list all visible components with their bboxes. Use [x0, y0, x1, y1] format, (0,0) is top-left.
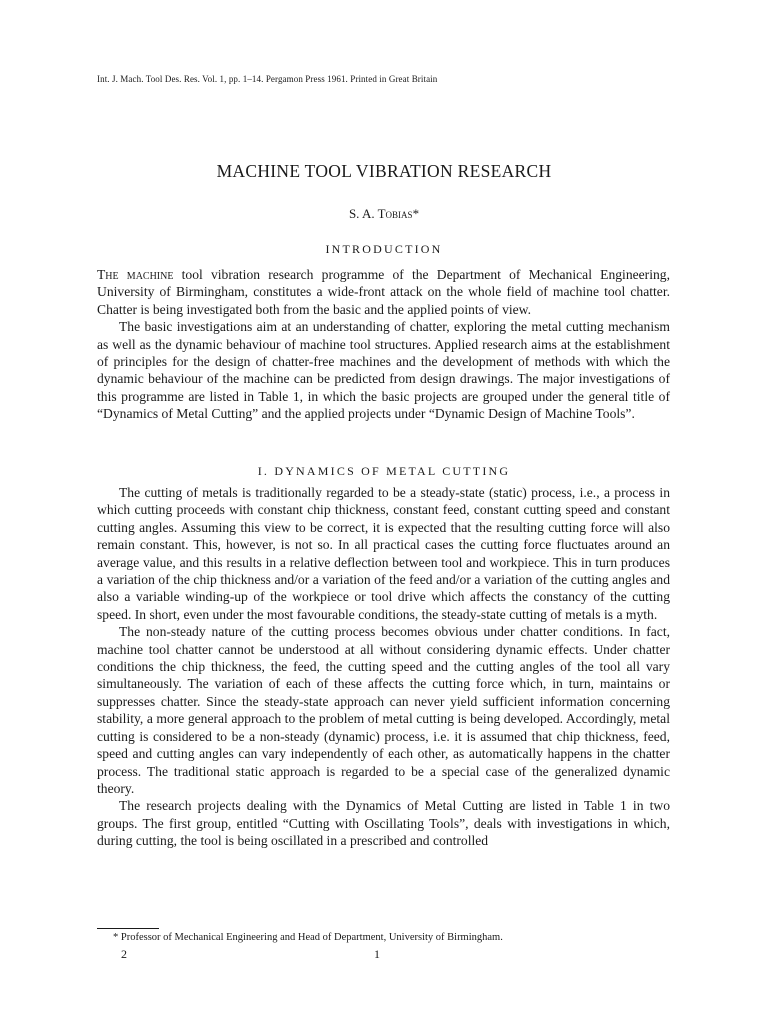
introduction-paragraph-2: The basic investigations aim at an understanding of chatter, exploring the metal cutting mechanism as well as the dynamic behaviour of machine tool structures. Applied research aims at the establishment of principles for the design of chatter-free machines and the development of methods with which the dynamic behaviour of the machine can be predicted from design drawings. The major investigations of this programme are listed in Table 1, in which the basic projects are grouped under the general title of “Dynamics of Metal Cutting” and the applied projects under “Dynamic Design of Machine Tools”. — [97, 319, 670, 422]
journal-citation-header: Int. J. Mach. Tool Des. Res. Vol. 1, pp. 1–14. Pergamon Press 1961. Printed in Great Britain — [97, 74, 438, 84]
article-title: MACHINE TOOL VIBRATION RESEARCH — [216, 161, 552, 181]
section-1-body — [97, 484, 670, 850]
author-footnote: * Professor of Mechanical Engineering and Head of Department, University of Birmingham. — [113, 932, 503, 943]
introduction-paragraph-1 — [97, 266, 670, 318]
author-name: S. A. Tobias — [348, 206, 413, 221]
section-1-paragraph-1: The cutting of metals is traditionally regarded to be a steady-state (static) process, i.e., a process in which cutting proceeds with constant chip thickness, constant feed, constant cutting speed and constant cutting angles. Assuming this view to be correct, it is expected that the resulting cutting force will also remain constant. This, however, is not so. In all practical cases the cutting force fluctuates around an average value, and this results in a relative deflection between tool and workpiece. This in turn produces a variation of the chip thickness and/or a variation of the feed and/or a variation of the cutting angles and also a variable winding-up of the workpiece or tool drive which affects the constancy of the cutting speed. In short, even under the most favourable conditions, the steady-state cutting of metals is a myth. — [97, 485, 670, 622]
section-1-paragraph-3: The research projects dealing with the Dynamics of Metal Cutting are listed in Table 1 in two groups. The first group, entitled “Cutting with Oscillating Tools”, deals with investigations in which, during cutting, the tool is being oscillated in a prescribed and controlled — [97, 798, 670, 849]
introduction-paragraph-1-text: tool vibration research programme of the Department of Mechanical Engineering, University of Birmingham, constitutes a wide-front attack on the whole field of machine tool chatter. Chatter is being investigated both from the basic and the applied points of view. — [97, 267, 670, 317]
author-footnote-mark: * — [412, 206, 420, 221]
introduction-lead-words: The machine — [97, 267, 174, 282]
introduction-heading: INTRODUCTION — [325, 242, 443, 256]
section-1-heading: I. DYNAMICS OF METAL CUTTING — [257, 464, 511, 478]
footnote-divider — [97, 928, 159, 929]
page-number: 1 — [374, 947, 380, 961]
section-1-paragraph-2: The non-steady nature of the cutting process becomes obvious under chatter conditions. In fact, machine tool chatter cannot be understood at all without considering dynamic effects. Under chatter conditions the chip thickness, the feed, the cutting speed and the cutting angles of the tool all vary simultaneously. The variation of each of these affects the cutting force which, in turn, maintains or suppresses chatter. Since the steady-state approach can never yield sufficient information concerning stability, a more general approach to the problem of metal cutting is being developed. Accordingly, metal cutting is considered to be a non-steady (dynamic) process, i.e. it is assumed that chip thickness, feed, speed and cutting angles can vary independently of each other, as automatically happens in the chatter process. The traditional static approach is regarded to be a special case of the generalized dynamic theory. — [97, 624, 670, 796]
signature-number: 2 — [121, 947, 127, 961]
introduction-body — [97, 266, 670, 423]
article-author — [0, 206, 768, 222]
